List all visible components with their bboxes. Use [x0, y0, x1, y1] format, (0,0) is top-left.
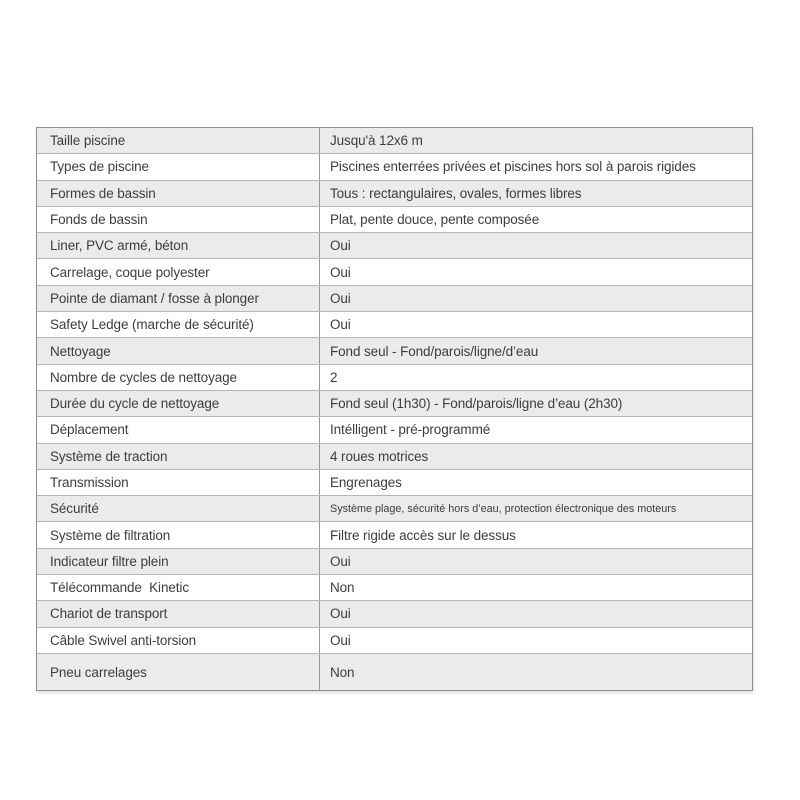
table-row	[37, 444, 752, 470]
spec-label-cell: Chariot de transport	[37, 601, 320, 626]
table-row	[37, 286, 752, 312]
spec-label-cell: Sécurité	[37, 496, 320, 521]
table-row	[37, 549, 752, 575]
spec-label-cell: Carrelage, coque polyester	[37, 259, 320, 284]
spec-label-cell: Safety Ledge (marche de sécurité)	[37, 312, 320, 337]
table-row	[37, 601, 752, 627]
spec-value-cell: Intélligent - pré-programmé	[330, 422, 491, 438]
table-row	[37, 128, 752, 154]
spec-label-cell: Déplacement	[37, 417, 320, 442]
spec-label-cell: Types de piscine	[37, 154, 320, 179]
spec-label-cell: Taille piscine	[37, 128, 320, 153]
table-row	[37, 575, 752, 601]
spec-label-cell: Système de traction	[37, 444, 320, 469]
spec-value-cell: Tous : rectangulaires, ovales, formes libres	[330, 185, 582, 201]
spec-value-cell: Fond seul (1h30) - Fond/parois/ligne d’eau (2h30)	[330, 396, 623, 412]
table-row	[37, 654, 752, 691]
table-row	[37, 181, 752, 207]
table-row	[37, 628, 752, 654]
spec-value-cell: Jusqu'à 12x6 m	[330, 133, 423, 149]
spec-value-cell: Système plage, sécurité hors d’eau, protection électronique des moteurs	[330, 502, 677, 515]
spec-value-cell: Oui	[330, 290, 351, 306]
table-row	[37, 312, 752, 338]
spec-label-cell: Nombre de cycles de nettoyage	[37, 365, 320, 390]
spec-value-cell: Oui	[330, 238, 351, 254]
table-row	[37, 365, 752, 391]
spec-table	[36, 127, 753, 691]
spec-value-cell: Engrenages	[330, 475, 402, 490]
spec-value-cell: 4 roues motrices	[330, 448, 429, 464]
spec-value-cell: Oui	[330, 317, 351, 333]
table-row	[37, 259, 752, 285]
table-row	[37, 391, 752, 417]
spec-label-cell: Transmission	[37, 470, 320, 495]
spec-label-cell: Durée du cycle de nettoyage	[37, 391, 320, 416]
spec-label-cell: Fonds de bassin	[37, 207, 320, 232]
spec-label-cell: Formes de bassin	[37, 181, 320, 206]
spec-label-cell: Télécommande Kinetic	[37, 575, 320, 600]
spec-value-cell: 2	[330, 369, 338, 385]
spec-value-cell: Fond seul - Fond/parois/ligne/d’eau	[330, 343, 539, 359]
spec-label-cell: Liner, PVC armé, béton	[37, 233, 320, 258]
spec-value-cell: Oui	[330, 553, 351, 569]
spec-value-cell: Piscines enterrées privées et piscines hors sol à parois rigides	[330, 159, 696, 175]
table-row	[37, 496, 752, 522]
table-row	[37, 417, 752, 443]
table-row	[37, 338, 752, 364]
spec-label-cell: Câble Swivel anti-torsion	[37, 628, 320, 653]
spec-value-cell: Oui	[330, 606, 351, 622]
spec-value-cell: Non	[330, 664, 355, 680]
spec-label-cell: Système de filtration	[37, 522, 320, 547]
spec-value-cell: Oui	[330, 264, 351, 280]
spec-value-cell: Plat, pente douce, pente composée	[330, 212, 540, 228]
spec-label-cell: Nettoyage	[37, 338, 320, 363]
table-row	[37, 470, 752, 496]
spec-value-cell: Filtre rigide accès sur le dessus	[330, 527, 516, 543]
spec-value-cell: Non	[330, 580, 355, 596]
table-row	[37, 154, 752, 180]
spec-label-cell: Pneu carrelages	[37, 654, 320, 691]
spec-value-cell: Oui	[330, 632, 351, 648]
spec-label-cell: Pointe de diamant / fosse à plonger	[37, 286, 320, 311]
table-row	[37, 207, 752, 233]
table-row	[37, 522, 752, 548]
spec-label-cell: Indicateur filtre plein	[37, 549, 320, 574]
table-row	[37, 233, 752, 259]
